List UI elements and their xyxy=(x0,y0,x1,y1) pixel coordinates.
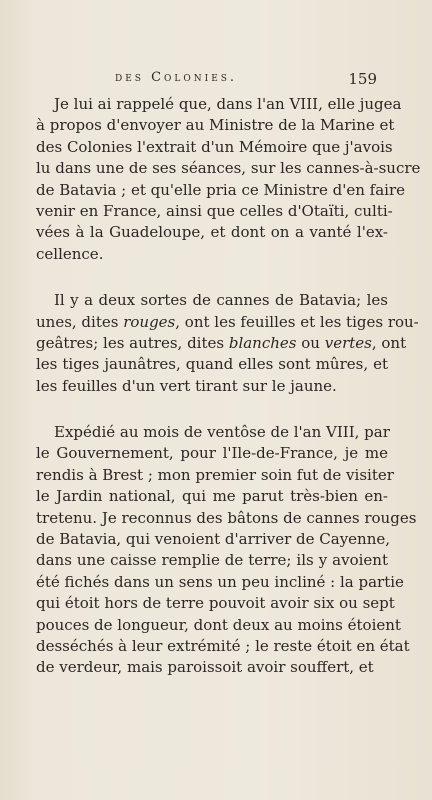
text-line: cellence. xyxy=(36,244,104,263)
text-line: tretenu. Je reconnus des bâtons de cannes rouges xyxy=(36,508,417,527)
running-head: des Colonies. xyxy=(115,70,238,85)
text-line: dans une caisse remplie de terre; ils y avoient xyxy=(36,551,388,570)
text-line: les feuilles d'un vert tirant sur le jaune. xyxy=(36,376,337,395)
text-line: geâtres; les autres, dites blanches ou vertes, ont xyxy=(36,333,407,352)
text-line: Expédié au mois de ventôse de l'an VIII, par xyxy=(54,423,390,442)
text-line: le Jardin national, qui me parut très-bien en- xyxy=(36,487,388,506)
text-line: à propos d'envoyer au Ministre de la Marine et xyxy=(36,116,395,135)
text-line: lu dans une de ses séances, sur les cannes-à-sucre xyxy=(36,159,421,178)
text-line: le Gouvernement, pour l'Ile-de-France, je me xyxy=(36,444,388,463)
italic-word: rouges xyxy=(123,312,176,331)
text-line: desséchés à leur extrémité ; le reste étoit en état xyxy=(36,636,410,655)
text-line: de Batavia, qui venoient d'arriver de Cayenne, xyxy=(36,530,391,549)
italic-word: vertes xyxy=(324,333,372,352)
page-body xyxy=(36,94,421,704)
text-line: les tiges jaunâtres, quand elles sont mûres, et xyxy=(36,355,388,374)
text-line: vées à la Guadeloupe, et dont on a vanté l'ex- xyxy=(36,223,388,242)
text-line: rendis à Brest ; mon premier soin fut de visiter xyxy=(36,465,394,484)
text-line: Je lui ai rappelé que, dans l'an VIII, elle jugea xyxy=(54,95,402,113)
page-header xyxy=(115,70,377,90)
page-number: 159 xyxy=(348,70,377,88)
text-line: pouces de longueur, dont deux au moins étoient xyxy=(36,615,401,634)
paragraph-1 xyxy=(36,94,421,265)
text-line: de Batavia ; et qu'elle pria ce Ministre d'en faire xyxy=(36,180,406,199)
text-line: de verdeur, mais paroissoit avoir souffert, et xyxy=(36,658,374,677)
text-line: été fichés dans un sens un peu incliné : la partie xyxy=(36,572,404,591)
paragraph-2 xyxy=(36,290,419,397)
paragraph-3 xyxy=(36,422,417,679)
text-line: unes, dites rouges, ont les feuilles et les tiges rou- xyxy=(36,312,419,331)
text-line: Il y a deux sortes de cannes de Batavia; les xyxy=(54,291,388,310)
text-line: qui étoit hors de terre pouvoit avoir six ou sept xyxy=(36,594,395,613)
text-line: venir en France, ainsi que celles d'Otaïti, culti- xyxy=(36,201,393,220)
text-line: des Colonies l'extrait d'un Mémoire que j'avois xyxy=(36,137,393,156)
italic-word: blanches xyxy=(228,333,297,352)
